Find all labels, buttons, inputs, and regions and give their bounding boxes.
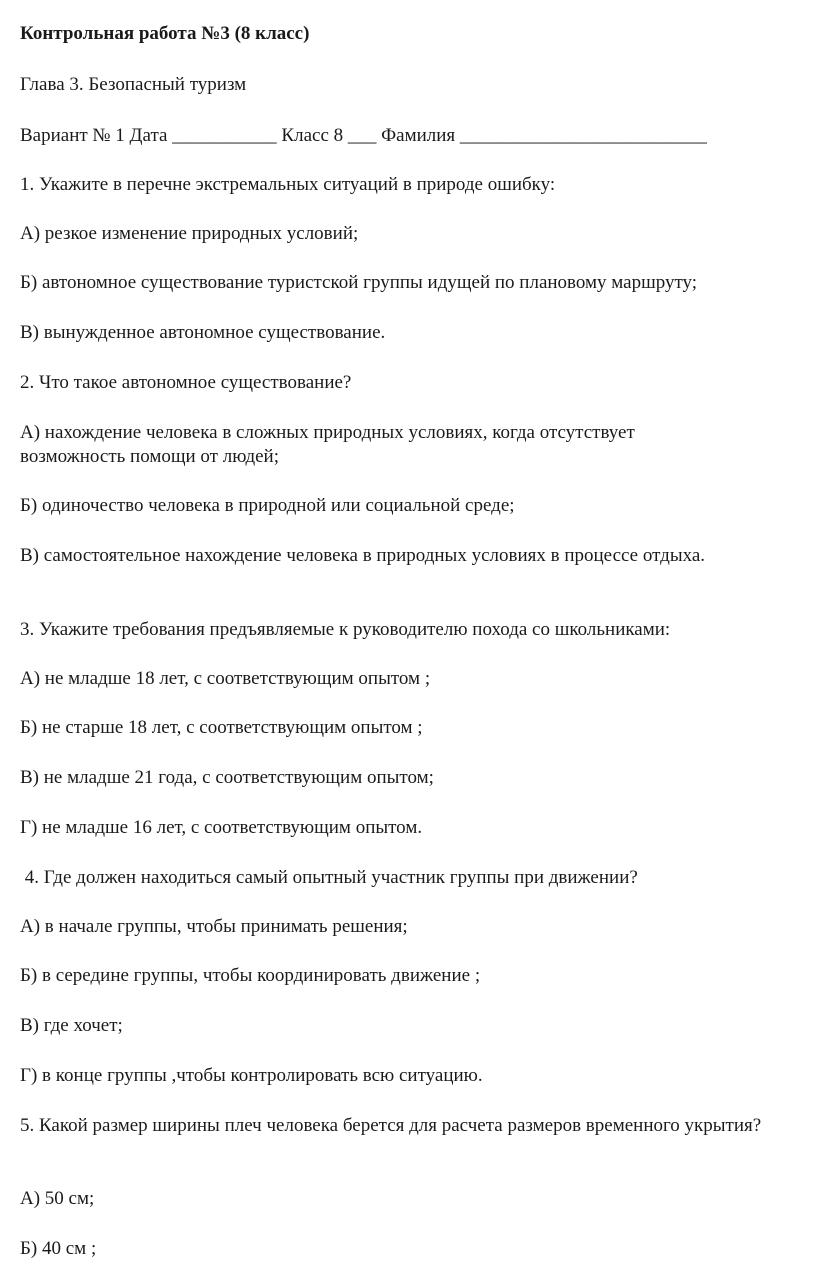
question-4-option-d: Г) в конце группы ,чтобы контролировать всю ситуацию. [20, 1065, 483, 1086]
variant-line: Вариант № 1 Дата ___________ Класс 8 ___ Фамилия __________________________ [20, 125, 707, 146]
question-3-text: 3. Укажите требования предъявляемые к руководителю похода со школьниками: [20, 619, 671, 640]
question-3-option-a: А) не младше 18 лет, с соответствующим опытом ; [20, 668, 431, 689]
question-4-text: 4. Где должен находиться самый опытный участник группы при движении? [20, 867, 638, 888]
question-3-option-b: Б) не старше 18 лет, с соответствующим опытом ; [20, 717, 423, 738]
question-1-option-a: А) резкое изменение природных условий; [20, 223, 359, 244]
question-2-option-c: В) самостоятельное нахождение человека в природных условиях в процессе отдыха. [20, 545, 706, 566]
chapter-heading: Глава 3. Безопасный туризм [20, 74, 247, 95]
question-4-option-a: А) в начале группы, чтобы принимать решения; [20, 916, 408, 937]
document-title: Контрольная работа №3 (8 класс) [20, 23, 310, 44]
question-1-option-b: Б) автономное существование туристской группы идущей по плановому маршруту; [20, 272, 698, 293]
question-2-text: 2. Что такое автономное существование? [20, 372, 352, 393]
question-3-option-c: В) не младше 21 года, с соответствующим опытом; [20, 767, 434, 788]
question-5-text: 5. Какой размер ширины плеч человека берется для расчета размеров временного укрытия? [20, 1115, 762, 1136]
question-5-option-b: Б) 40 см ; [20, 1238, 97, 1259]
question-5-option-a: А) 50 см; [20, 1188, 95, 1209]
question-3-option-d: Г) не младше 16 лет, с соответствующим опытом. [20, 817, 423, 838]
question-4-option-b: Б) в середине группы, чтобы координировать движение ; [20, 965, 481, 986]
question-1-option-c: В) вынужденное автономное существование. [20, 322, 386, 343]
question-4-option-c: В) где хочет; [20, 1015, 123, 1036]
question-2-option-b: Б) одиночество человека в природной или социальной среде; [20, 495, 515, 516]
question-2-option-a: А) нахождение человека в сложных природных условиях, когда отсутствует возможность помощи от людей; [20, 422, 635, 467]
question-1-text: 1. Укажите в перечне экстремальных ситуаций в природе ошибку: [20, 174, 556, 195]
